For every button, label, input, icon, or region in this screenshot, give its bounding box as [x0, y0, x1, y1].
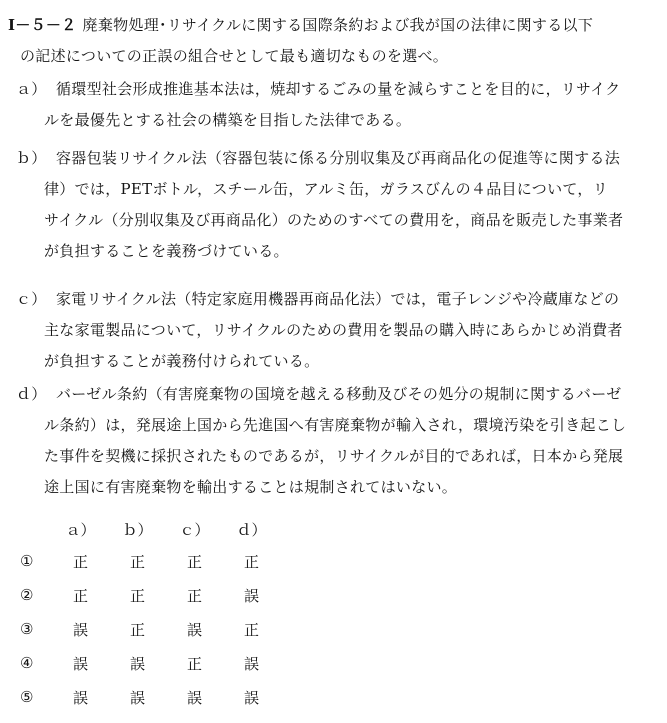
choice-number: ④: [20, 654, 34, 672]
statement-text-cont: が負担することが義務付けられている。: [44, 352, 320, 370]
choice-value-a: 正: [72, 586, 88, 605]
choice-number: ③: [20, 620, 34, 638]
answer-choice-4[interactable]: [18, 646, 280, 680]
header-d: ｄ）: [236, 520, 267, 539]
answer-choice-3[interactable]: [18, 612, 280, 646]
statement-label: ｂ）: [16, 149, 47, 167]
statement-text-cont: ルを最優先とする社会の構築を目指した法律である。: [44, 111, 412, 129]
header-spacer: [18, 514, 52, 544]
choice-number: ①: [20, 552, 34, 570]
statement-text-cont: 律）では，PETボトル，スチール缶，アルミ缶，ガラスびんの４品目について，リ: [44, 180, 609, 198]
choice-value-b: 正: [129, 586, 145, 605]
answer-table-header: [18, 514, 280, 544]
statement-text-cont: サイクル（分別収集及び再商品化）のためのすべての費用を，商品を販売した事業者: [44, 211, 624, 229]
choice-value-a: 正: [72, 552, 88, 571]
statement-text: 家電リサイクル法（特定家庭用機器再商品化法）では，電子レンジや冷蔵庫などの: [56, 290, 620, 308]
statement-label: ｄ）: [16, 385, 47, 403]
choice-value-a: 誤: [72, 688, 88, 707]
choice-value-d: 誤: [243, 586, 259, 605]
answer-choice-5[interactable]: [18, 680, 280, 714]
statement-text: バーゼル条約（有害廃棄物の国境を越える移動及びその処分の規制に関するバーゼ: [56, 385, 622, 403]
choice-value-d: 誤: [243, 688, 259, 707]
question-text-line-1: 廃棄物処理･リサイクルに関する国際条約および我が国の法律に関する以下: [82, 16, 594, 34]
statement-text-cont: た事件を契機に採択されたものであるが，リサイクルが目的であれば，日本から発展: [44, 447, 624, 465]
choice-value-c: 誤: [186, 688, 202, 707]
choice-value-c: 正: [186, 552, 202, 571]
answer-choice-1[interactable]: [18, 544, 280, 578]
choice-value-d: 正: [243, 552, 259, 571]
choice-value-d: 誤: [243, 654, 259, 673]
choice-number: ②: [20, 586, 34, 604]
question-text-line-2: の記述についての正誤の組合せとして最も適切なものを選べ。: [20, 47, 449, 65]
choice-value-a: 誤: [72, 620, 88, 639]
statement-d: [8, 379, 663, 503]
answer-choice-2[interactable]: [18, 578, 280, 612]
choice-value-a: 誤: [72, 654, 88, 673]
statement-text: 容器包装リサイクル法（容器包装に係る分別収集及び再商品化の促進等に関する法: [56, 149, 621, 167]
statement-text-cont: が負担することを義務づけている。: [44, 242, 289, 260]
choice-value-c: 誤: [186, 620, 202, 639]
header-b: ｂ）: [122, 520, 153, 539]
question-stem: [8, 10, 660, 72]
choice-number: ⑤: [20, 688, 34, 706]
choice-value-c: 正: [186, 586, 202, 605]
statement-text: 循環型社会形成推進基本法は，焼却するごみの量を減らすことを目的に，リサイク: [56, 80, 621, 98]
choice-value-c: 正: [186, 654, 202, 673]
choice-value-b: 誤: [129, 654, 145, 673]
statement-b: [8, 143, 663, 267]
header-c: ｃ）: [179, 520, 210, 539]
statement-label: ａ）: [16, 80, 47, 98]
choice-value-b: 正: [129, 620, 145, 639]
header-a: ａ）: [65, 520, 96, 539]
statement-text-cont: 主な家電製品について，リサイクルのための費用を製品の購入時にあらかじめ消費者: [44, 321, 623, 339]
statement-c: [8, 284, 663, 377]
statement-text-cont: 途上国に有害廃棄物を輸出することは規制されてはいない。: [44, 478, 458, 496]
question-number: Ⅰ－５－２: [8, 16, 77, 34]
choice-value-d: 正: [243, 620, 259, 639]
answer-choices-table: [18, 514, 280, 714]
choice-value-b: 正: [129, 552, 145, 571]
statement-a: [8, 74, 663, 136]
statement-text-cont: ル条約）は，発展途上国から先進国へ有害廃棄物が輸入され，環境汚染を引き起こし: [44, 416, 627, 434]
statement-label: ｃ）: [16, 290, 47, 308]
choice-value-b: 誤: [129, 688, 145, 707]
